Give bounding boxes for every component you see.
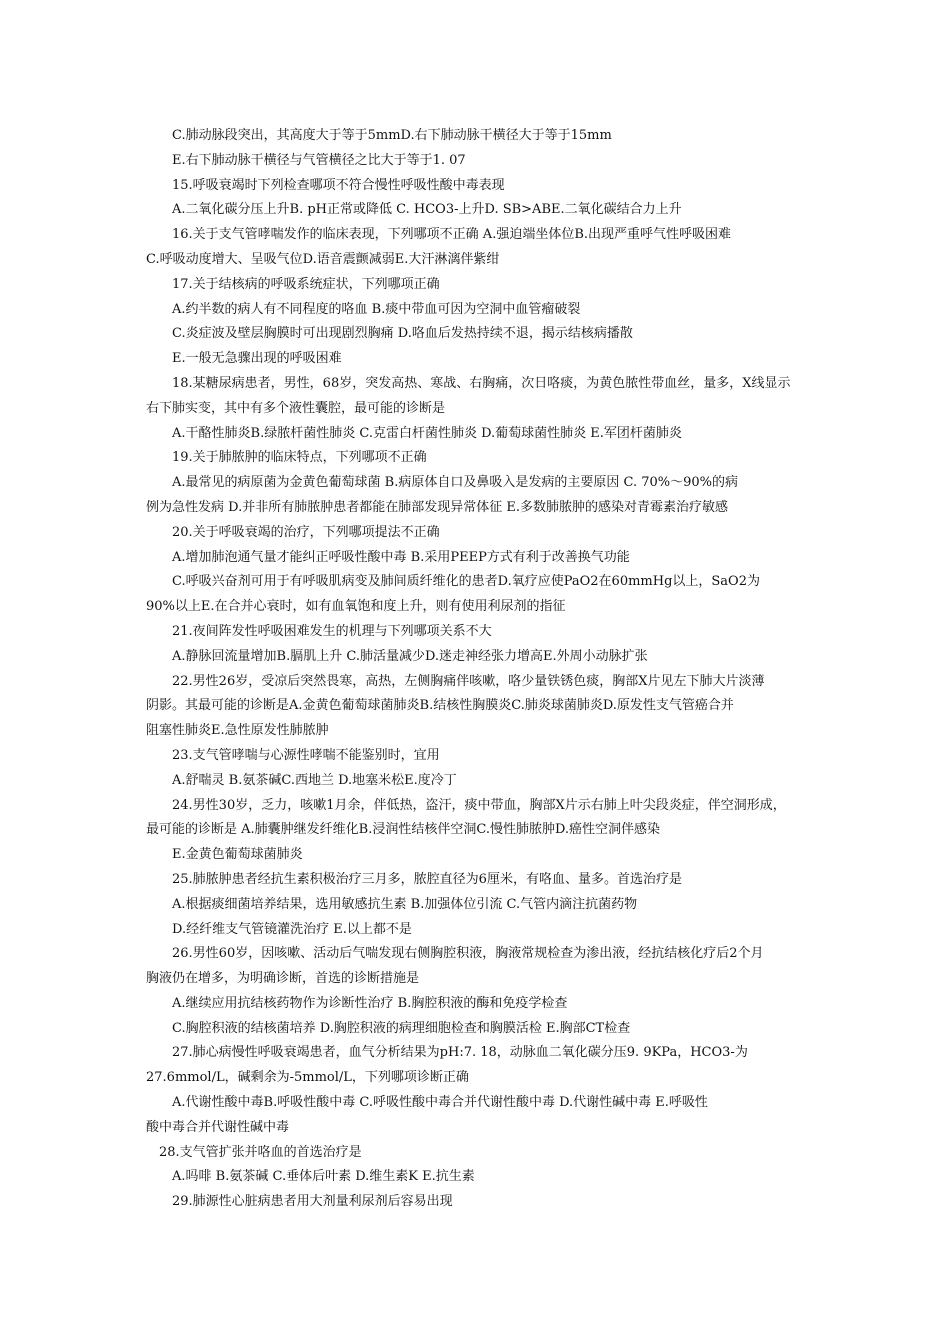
text-line: 16.关于支气管哮喘发作的临床表现，下列哪项不正确 A.强迫端坐体位B.出现严重呼气性呼吸困难 [172,227,732,243]
text-line: 阴影。其最可能的诊断是A.金黄色葡萄球菌肺炎B.结核性胸膜炎C.肺炎球菌肺炎D.原发性支气管癌合并 [146,698,734,714]
text-line: A.最常见的病原菌为金黄色葡萄球菌 B.病原体自口及鼻吸入是发病的主要原因 C. 70%～90%的病 [172,475,739,491]
text-line: A.舒喘灵 B.氨茶碱C.西地兰 D.地塞米松E.度冷丁 [172,772,457,788]
text-line: 右下肺实变，其中有多个液性囊腔，最可能的诊断是 [146,400,446,416]
text-line: 25.肺脓肿患者经抗生素积极治疗三月多，脓腔直径为6厘米，有咯血、量多。首选治疗是 [172,871,682,887]
text-line: C.胸腔积液的结核菌培养 D.胸腔积液的病理细胞检查和胸膜活检 E.胸部CT检查 [172,1020,631,1036]
text-line: 23.支气管哮喘与心源性哮喘不能鉴别时，宜用 [172,747,440,763]
text-line: 例为急性发病 D.并非所有肺脓肿患者都能在肺部发现异常体征 E.多数肺脓肿的感染对青霉素治疗敏感 [146,499,728,515]
text-line: C.呼吸动度增大、呈吸气位D.语音震颤减弱E.大汗淋漓伴紫绀 [146,251,500,267]
text-line: 最可能的诊断是 A.肺囊肿继发纤维化B.浸润性结核伴空洞C.慢性肺脓肿D.癌性空洞伴感染 [146,822,661,838]
text-line: E.一般无急骤出现的呼吸困难 [172,351,342,367]
text-line: 18.某糖尿病患者，男性，68岁，突发高热、寒战、右胸痛，次日咯痰，为黄色脓性带血丝，量多，X线显示 [172,375,791,391]
text-line: C.呼吸兴奋剂可用于有呼吸肌病变及肺间质纤维化的患者D.氧疗应使PaO2在60mmHg以上，SaO2为 [172,574,760,590]
text-line: A.干酪性肺炎B.绿脓杆菌性肺炎 C.克雷白杆菌性肺炎 D.葡萄球菌性肺炎 E.军团杆菌肺炎 [172,425,682,441]
text-line: 20.关于呼吸衰竭的治疗，下列哪项提法不正确 [172,524,440,540]
text-line: 21.夜间阵发性呼吸困难发生的机理与下列哪项关系不大 [172,623,492,639]
text-line: A.约半数的病人有不同程度的咯血 B.痰中带血可因为空洞中血管瘤破裂 [172,301,581,317]
text-line: 90%以上E.在合并心衰时，如有血氧饱和度上升，则有使用利尿剂的指征 [146,599,566,615]
text-line: A.增加肺泡通气量才能纠正呼吸性酸中毒 B.采用PEEP方式有利于改善换气功能 [172,549,630,565]
text-line: A.代谢性酸中毒B.呼吸性酸中毒 C.呼吸性酸中毒合并代谢性酸中毒 D.代谢性碱中毒 E.呼吸性 [172,1095,708,1111]
text-line: 28.支气管扩张并咯血的首选治疗是 [159,1144,362,1160]
text-line: C.肺动脉段突出，其高度大于等于5mmD.右下肺动脉干横径大于等于15mm [172,128,612,143]
text-line: 22.男性26岁，受凉后突然畏寒，高热，左侧胸痛伴咳嗽，咯少量铁锈色痰，胸部X片见左下肺大片淡薄 [172,673,765,689]
text-line: A.吗啡 B.氨茶碱 C.垂体后叶素 D.维生素K E.抗生素 [172,1169,475,1185]
text-line: A.继续应用抗结核药物作为诊断性治疗 B.胸腔积液的酶和免疫学检查 [172,995,568,1011]
text-line: D.经纤维支气管镜灌洗治疗 E.以上都不是 [172,921,412,937]
text-line: A.二氧化碳分压上升B. pH正常或降低 C. HCO3-上升D. SB>ABE.二氧化碳结合力上升 [172,202,682,218]
question-text-block [146,124,814,1215]
text-line: 27.肺心病慢性呼吸衰竭患者，血气分析结果为pH:7. 18，动脉血二氧化碳分压9. 9KPa，HCO3-为 [172,1045,748,1061]
text-line: 阻塞性肺炎E.急性原发性肺脓肿 [146,723,329,739]
text-line: 胸液仍在增多，为明确诊断，首选的诊断措施是 [146,971,420,987]
text-line: C.炎症波及壁层胸膜时可出现剧烈胸痛 D.咯血后发热持续不退，揭示结核病播散 [172,326,633,342]
text-line: 27.6mmol/L，碱剩余为-5mmol/L，下列哪项诊断正确 [146,1070,469,1086]
text-line: E.右下肺动脉干横径与气管横径之比大于等于1. 07 [172,152,466,168]
text-line: 19.关于肺脓肿的临床特点，下列哪项不正确 [172,450,427,466]
text-line: 24.男性30岁，乏力，咳嗽1月余，伴低热，盗汗，痰中带血，胸部X片示右肺上叶尖段炎症，伴空洞形成， [172,797,786,813]
text-line: 17.关于结核病的呼吸系统症状，下列哪项正确 [172,276,440,292]
text-line: A.静脉回流量增加B.膈肌上升 C.肺活量减少D.迷走神经张力增高E.外周小动脉扩张 [172,648,648,664]
text-line: A.根据痰细菌培养结果，选用敏感抗生素 B.加强体位引流 C.气管内滴注抗菌药物 [172,896,638,912]
text-line: 29.肺源性心脏病患者用大剂量利尿剂后容易出现 [172,1194,453,1210]
text-line: 15.呼吸衰竭时下列检查哪项不符合慢性呼吸性酸中毒表现 [172,177,505,193]
text-line: 酸中毒合并代谢性碱中毒 [146,1119,290,1135]
text-line: 26.男性60岁，因咳嗽、活动后气喘发现右侧胸腔积液，胸液常规检查为渗出液，经抗结核化疗后2个月 [172,946,764,962]
text-line: E.金黄色葡萄球菌肺炎 [172,847,303,863]
